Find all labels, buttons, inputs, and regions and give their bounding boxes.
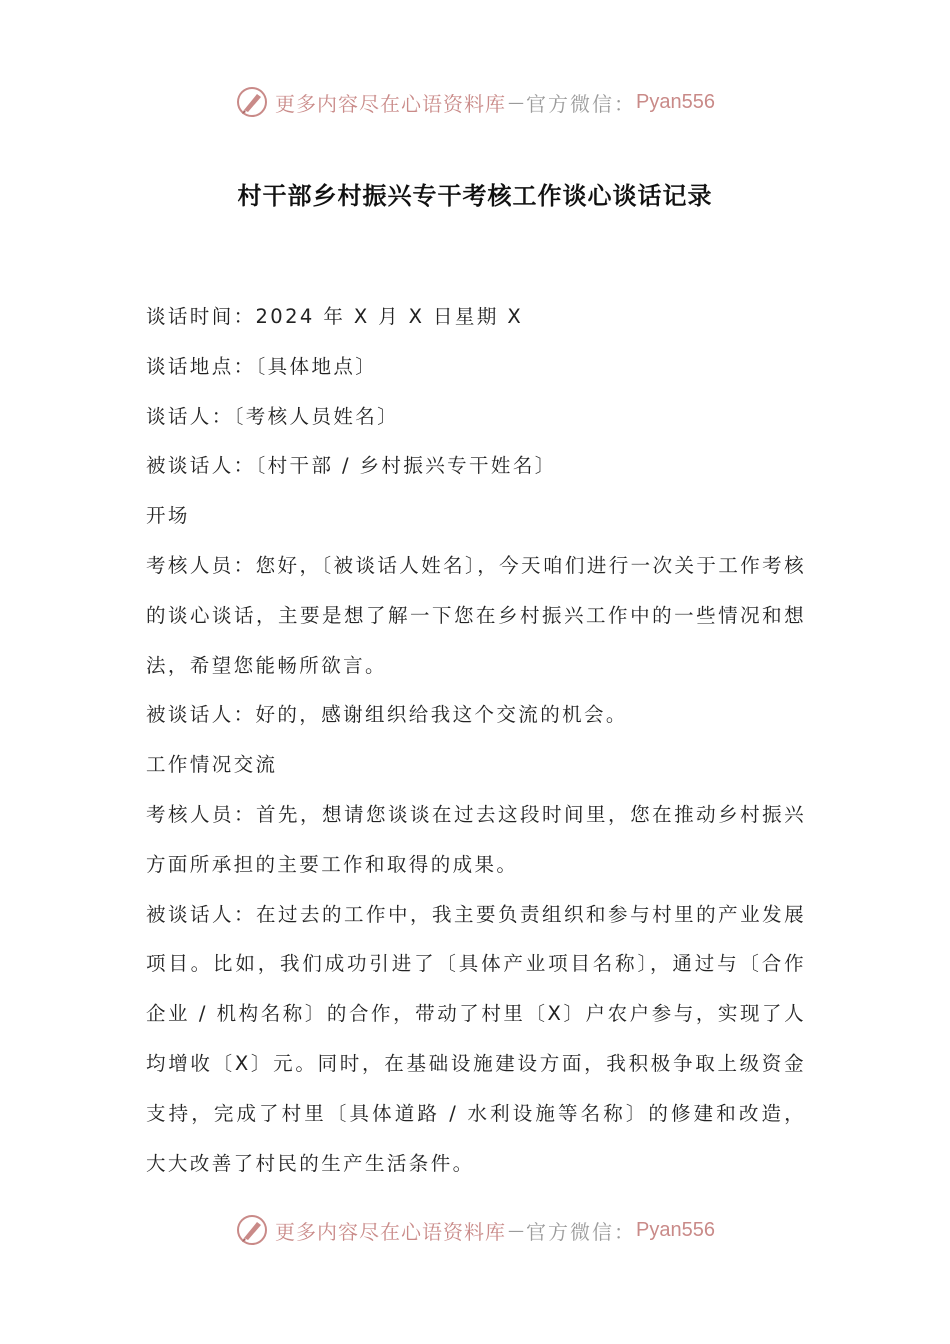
watermark-id: Pyan556 xyxy=(636,1218,715,1241)
pen-circle-logo-icon xyxy=(235,1213,269,1247)
section-heading: 开场 xyxy=(146,504,190,528)
paragraph: 谈话人：〔考核人员姓名〕 xyxy=(146,404,400,428)
watermark-text: 更多内容尽在心语资料库 xyxy=(275,1219,507,1244)
watermark-id: Pyan556 xyxy=(636,90,715,113)
footer-watermark xyxy=(0,1210,950,1250)
watermark-separator: — xyxy=(508,92,525,112)
paragraph: 被谈话人：好的，感谢组织给我这个交流的机会。 xyxy=(146,703,628,727)
watermark-tail: 官方微信： xyxy=(526,1219,637,1244)
paragraph: 谈话时间：2024 年 X 月 X 日星期 X xyxy=(146,305,524,328)
watermark-text: 更多内容尽在心语资料库 xyxy=(275,91,507,116)
paragraph: 考核人员：您好，〔被谈话人姓名〕，今天咱们进行一次关于工作考核的谈心谈话，主要是想了解一下您在乡村振兴工作中的一些情况和想法，希望您能畅所欲言。 xyxy=(146,553,806,677)
paragraph: 被谈话人：〔村干部 / 乡村振兴专干姓名〕 xyxy=(146,454,557,478)
watermark-tail: 官方微信： xyxy=(526,91,637,116)
document-body xyxy=(146,292,806,1188)
section-heading: 工作情况交流 xyxy=(146,753,278,777)
paragraph: 被谈话人：在过去的工作中，我主要负责组织和参与村里的产业发展项目。比如，我们成功引进了〔具体产业项目名称〕，通过与〔合作企业 / 机构名称〕的合作，带动了村里〔X〕户农户参与，实现了人均增收〔X〕元。同时，在基础设施建设方面，我积极争取上级资金支持，完成了村里〔具体道路 / 水利设施等名称〕的修建和改造，大大改善了村民的生产生活条件。 xyxy=(146,902,806,1175)
watermark-separator: — xyxy=(508,1220,525,1240)
document-title: 村干部乡村振兴专干考核工作谈心谈话记录 xyxy=(237,182,713,210)
header-watermark xyxy=(0,82,950,122)
pen-circle-logo-icon xyxy=(235,85,269,119)
paragraph: 谈话地点：〔具体地点〕 xyxy=(146,354,378,378)
paragraph: 考核人员：首先，想请您谈谈在过去这段时间里，您在推动乡村振兴方面所承担的主要工作和取得的成果。 xyxy=(146,802,806,876)
